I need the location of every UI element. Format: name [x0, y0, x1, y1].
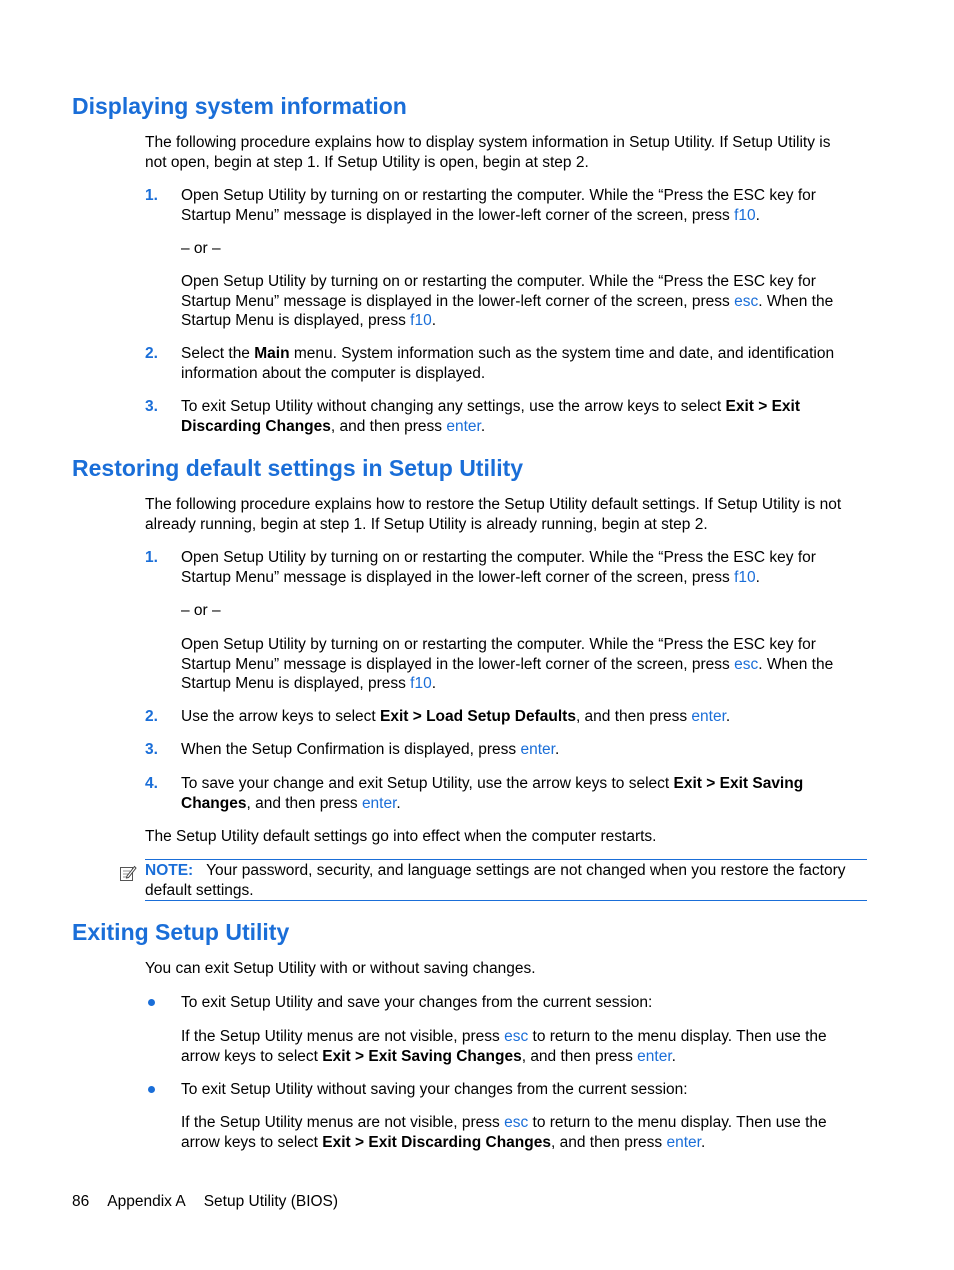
step-text: Startup Menu” message is displayed in the lower-left corner of the screen, press f10. [181, 568, 760, 586]
step-text: Changes, and then press enter. [181, 794, 401, 812]
step-text: Open Setup Utility by turning on or restarting the computer. While the “Press the ESC key for [181, 636, 816, 653]
step-text: Startup Menu is displayed, press f10. [181, 675, 437, 692]
step-text: When the Setup Confirmation is displayed, press enter. [181, 741, 560, 758]
section-heading-exiting-setup-utility: Exiting Setup Utility [72, 919, 290, 945]
step-text: information about the computer is displayed. [181, 364, 486, 382]
s1-intro-line: The following procedure explains how to display system information in Setup Utility. If Setup Utility is [145, 134, 831, 151]
s2-step2 [181, 707, 730, 727]
s2-step3-number: 3. [145, 741, 158, 758]
note-pencil-icon [119, 864, 137, 882]
s2-step4-number: 4. [145, 775, 158, 792]
note-label: NOTE: [145, 862, 194, 879]
s2-step1 [181, 548, 816, 587]
step-text: Use the arrow keys to select Exit > Load Setup Defaults, and then press enter. [181, 708, 731, 725]
key-esc: esc [504, 1028, 529, 1045]
key-esc: esc [734, 292, 759, 310]
s3-bullet2-title: To exit Setup Utility without saving your changes from the current session: [181, 1081, 688, 1098]
step-text: Startup Menu is displayed, press f10. [181, 312, 437, 329]
s1-step2 [181, 344, 834, 383]
s1-step1-or: – or – [181, 240, 221, 257]
key-f10: f10 [734, 568, 756, 586]
key-enter: enter [446, 417, 481, 435]
bullet-icon [148, 1086, 155, 1093]
step-text: Open Setup Utility by turning on or restarting the computer. While the “Press the ESC key for [181, 273, 816, 290]
note-top-rule [145, 859, 867, 860]
s1-step1-alternative [181, 272, 833, 331]
footer-chapter: Appendix A [107, 1193, 186, 1210]
step-text: Discarding Changes, and then press enter. [181, 417, 486, 435]
s2-step1-number: 1. [145, 549, 158, 566]
s2-step1-or: – or – [181, 602, 221, 619]
s3-intro: You can exit Setup Utility with or without saving changes. [145, 960, 536, 977]
key-f10: f10 [734, 206, 756, 224]
key-esc: esc [734, 655, 759, 673]
bullet-text: arrow keys to select Exit > Exit Discarding Changes, and then press enter. [181, 1133, 706, 1151]
s1-step1 [181, 186, 816, 225]
note-line: NOTE: Your password, security, and language settings are not changed when you restore the factory [145, 862, 846, 879]
s3-bullet1-title: To exit Setup Utility and save your changes from the current session: [181, 994, 653, 1011]
step-text: Startup Menu” message is displayed in the lower-left corner of the screen, press esc. When the [181, 655, 834, 673]
s1-step3-number: 3. [145, 398, 158, 415]
s2-step4 [181, 774, 803, 813]
s2-intro-line: The following procedure explains how to restore the Setup Utility default settings. If Setup Utility is not [145, 496, 842, 513]
s1-step1-number: 1. [145, 187, 158, 204]
step-text: To exit Setup Utility without changing any settings, use the arrow keys to select Exit > Exit [181, 398, 801, 415]
key-enter: enter [637, 1047, 672, 1065]
key-enter: enter [666, 1133, 701, 1151]
footer-title: Setup Utility (BIOS) [203, 1193, 339, 1210]
page-footer [72, 1192, 356, 1212]
key-enter: enter [691, 708, 726, 725]
bullet-text: arrow keys to select Exit > Exit Saving Changes, and then press enter. [181, 1047, 676, 1065]
step-text: Select the Main menu. System information such as the system time and date, and identification [181, 345, 835, 362]
s1-intro-line: not open, begin at step 1. If Setup Utility is open, begin at step 2. [145, 153, 589, 171]
key-f10: f10 [410, 312, 432, 329]
s2-step3 [181, 740, 559, 760]
step-text: To save your change and exit Setup Utility, use the arrow keys to select Exit > Exit Saving [181, 775, 804, 792]
step-text: Open Setup Utility by turning on or restarting the computer. While the “Press the ESC key for [181, 549, 816, 566]
bullet-text: If the Setup Utility menus are not visible, press esc to return to the menu display. Then use the [181, 1028, 827, 1045]
bullet-text: If the Setup Utility menus are not visible, press esc to return to the menu display. Then use the [181, 1114, 827, 1131]
s1-step2-number: 2. [145, 345, 158, 362]
step-text: Startup Menu” message is displayed in the lower-left corner of the screen, press esc. When the [181, 292, 834, 310]
s2-step2-number: 2. [145, 708, 158, 725]
s1-step3 [181, 397, 800, 436]
s3-bullet1-body [181, 1027, 827, 1066]
note [145, 861, 845, 900]
page-number: 86 [72, 1193, 90, 1210]
section-heading-restoring-default-settings: Restoring default settings in Setup Utility [72, 455, 524, 481]
step-text: Startup Menu” message is displayed in the lower-left corner of the screen, press f10. [181, 206, 760, 224]
s2-intro [145, 495, 841, 534]
s1-intro [145, 133, 830, 172]
bullet-icon [148, 999, 155, 1006]
s2-intro-line: already running, begin at step 1. If Setup Utility is already running, begin at step 2. [145, 515, 708, 533]
s3-bullet2-body [181, 1113, 827, 1152]
note-bottom-rule [145, 900, 867, 901]
s2-step1-alternative [181, 635, 833, 694]
step-text: Open Setup Utility by turning on or restarting the computer. While the “Press the ESC key for [181, 187, 816, 204]
key-enter: enter [520, 741, 555, 758]
note-line: default settings. [145, 881, 254, 899]
key-enter: enter [361, 794, 397, 812]
key-esc: esc [504, 1114, 529, 1131]
section-heading-displaying-system-information: Displaying system information [72, 93, 407, 119]
s2-after-text: The Setup Utility default settings go into effect when the computer restarts. [145, 828, 657, 845]
key-f10: f10 [410, 675, 432, 692]
